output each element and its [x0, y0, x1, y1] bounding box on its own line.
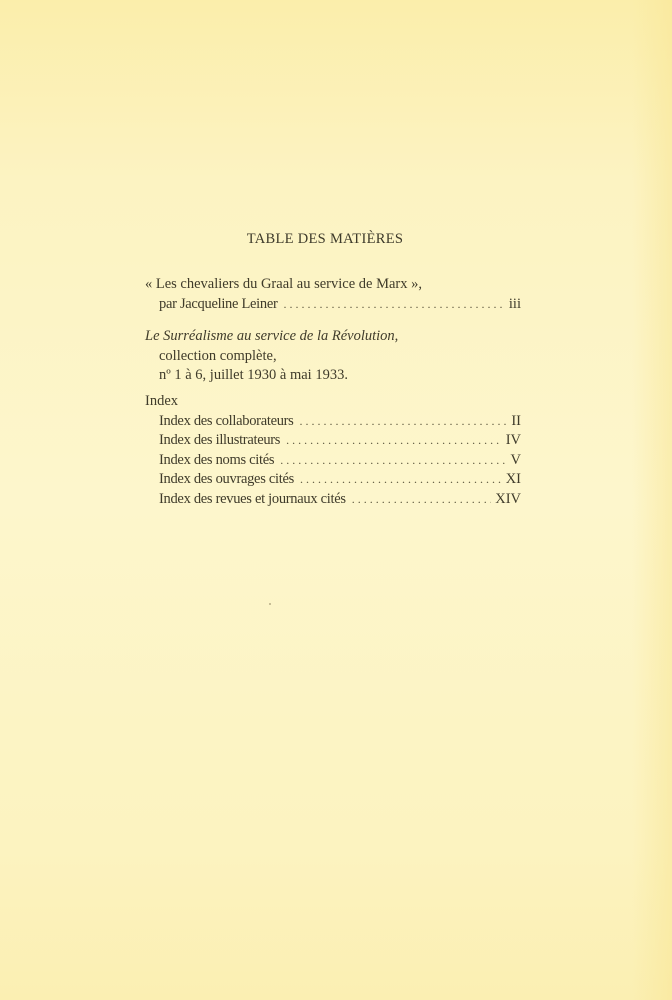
index-item-label: Index des illustrateurs — [159, 432, 281, 448]
toc-entry-introduction — [145, 275, 521, 314]
index-heading-line — [145, 392, 521, 412]
dot-leader — [300, 412, 508, 432]
index-item[interactable] — [145, 451, 521, 471]
index-item-page: XIV — [495, 490, 521, 507]
dot-leader — [280, 451, 506, 471]
toc-entry-title: « Les chevaliers du Graal au service de Marx », — [145, 276, 422, 292]
index-item[interactable] — [145, 431, 521, 451]
toc-entry-description: collection complète, — [159, 347, 277, 364]
dot-leader — [352, 490, 492, 510]
index-item-page: IV — [505, 432, 521, 448]
toc-entry-collection — [145, 327, 521, 386]
index-item-page: V — [510, 451, 521, 468]
toc-entry-author-line[interactable] — [145, 295, 521, 315]
index-item-label: Index des revues et journaux cités — [159, 490, 346, 507]
dot-leader — [284, 295, 505, 315]
index-item[interactable] — [145, 412, 521, 432]
dot-leader — [286, 431, 502, 451]
toc-entry-range: nº 1 à 6, juillet 1930 à mai 1933. — [159, 367, 348, 383]
index-item-label: Index des noms cités — [159, 451, 275, 468]
page-edge-shading — [632, 0, 672, 1000]
toc-entry-description-line — [145, 347, 521, 367]
toc-entry-title-line — [145, 327, 521, 347]
index-item-label: Index des collaborateurs — [159, 412, 294, 429]
page-title: TABLE DES MATIÈRES — [246, 231, 404, 247]
dot-leader — [300, 470, 502, 490]
toc-index-section — [145, 392, 521, 509]
toc-page-number: iii — [508, 295, 521, 312]
index-item[interactable] — [145, 490, 521, 510]
toc-entry-author: par Jacqueline Leiner — [159, 295, 278, 312]
toc-entry-title-line — [145, 275, 521, 295]
toc-entry-range-line — [145, 366, 521, 386]
toc-entry-journal-title: Le Surréalisme au service de la Révolution, — [145, 328, 399, 344]
index-heading: Index — [145, 393, 179, 409]
index-item-page: II — [511, 412, 521, 429]
index-item[interactable] — [145, 470, 521, 490]
index-item-page: XI — [505, 471, 521, 487]
index-item-label: Index des ouvrages cités — [159, 471, 294, 487]
paper-speck — [269, 603, 271, 605]
